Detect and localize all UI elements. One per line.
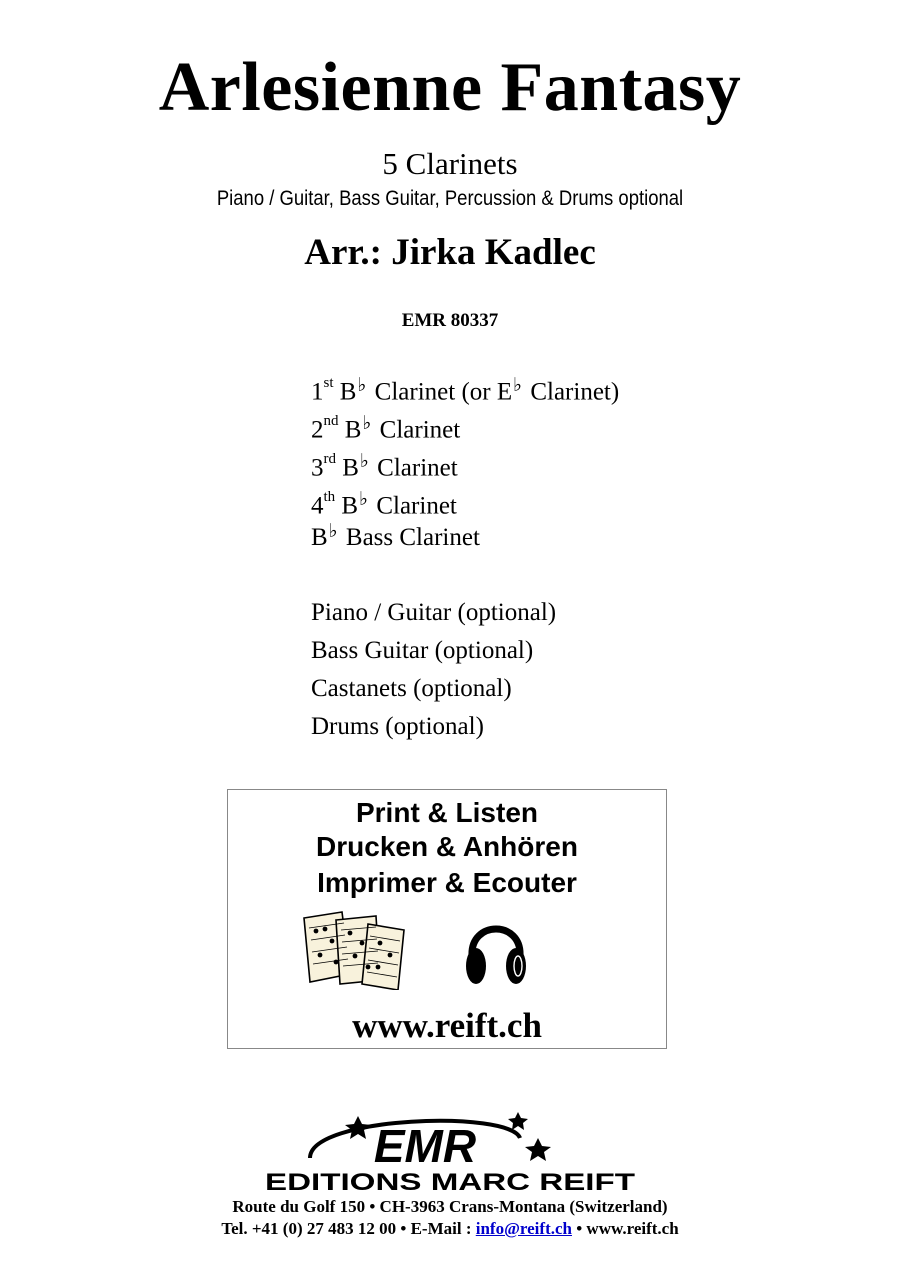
part-item: 3rd B♭ Clarinet [311, 451, 458, 482]
instrumentation-line: Piano / Guitar, Bass Guitar, Percussion & Drums optional [216, 187, 684, 210]
star-icon [345, 1116, 371, 1139]
star-icon [508, 1112, 528, 1130]
contact-line [0, 1218, 900, 1240]
arranger-credit: Arr.: Jirka Kadlec [304, 232, 596, 273]
page-title: Arlesienne Fantasy [158, 49, 742, 126]
optional-part-item: Bass Guitar (optional) [311, 637, 534, 664]
emr-logo [250, 1106, 650, 1196]
flat-sign: ♭ [359, 451, 369, 473]
promo-line-french: Imprimer & Ecouter [317, 867, 577, 898]
flat-sign: ♭ [328, 521, 338, 542]
part-item: 1st B♭ Clarinet (or E♭ Clarinet) [311, 375, 620, 406]
optional-part-item: Castanets (optional) [311, 675, 512, 702]
part-item: 4th B♭ Clarinet [311, 489, 457, 520]
logo-mark-text: EMR [373, 1120, 477, 1172]
flat-sign: ♭ [359, 489, 369, 511]
optional-part-item: Drums (optional) [311, 713, 484, 740]
flat-sign: ♭ [357, 375, 367, 397]
promo-line-german: Drucken & Anhören [316, 831, 578, 862]
flat-sign: ♭ [362, 413, 372, 435]
parts-list [311, 367, 619, 557]
part-item: 2nd B♭ Clarinet [311, 413, 461, 444]
publisher-name: EDITIONS MARC REIFT [265, 1169, 636, 1196]
promo-line-english: Print & Listen [355, 797, 538, 828]
catalog-number: EMR 80337 [401, 310, 499, 331]
print-listen-box [227, 789, 667, 1049]
optional-part-item: Piano / Guitar (optional) [311, 599, 557, 626]
part-item: B♭ Bass Clarinet [311, 521, 480, 551]
publisher-address: Route du Golf 150 • CH-3963 Crans-Montana (Switzerland) [232, 1197, 668, 1216]
optional-parts-list [311, 594, 556, 746]
star-icon [525, 1138, 551, 1161]
website-suffix: • www.reift.ch [571, 1219, 679, 1238]
flat-sign: ♭ [513, 375, 523, 397]
sheet-music-icon [300, 910, 412, 990]
email-link[interactable]: info@reift.ch [475, 1219, 572, 1238]
headphones-icon [464, 910, 528, 990]
phone-label: Tel. +41 (0) 27 483 12 00 • E-Mail : [221, 1219, 476, 1238]
ensemble-subtitle: 5 Clarinets [382, 146, 518, 181]
website-link[interactable]: www.reift.ch [352, 1006, 542, 1045]
